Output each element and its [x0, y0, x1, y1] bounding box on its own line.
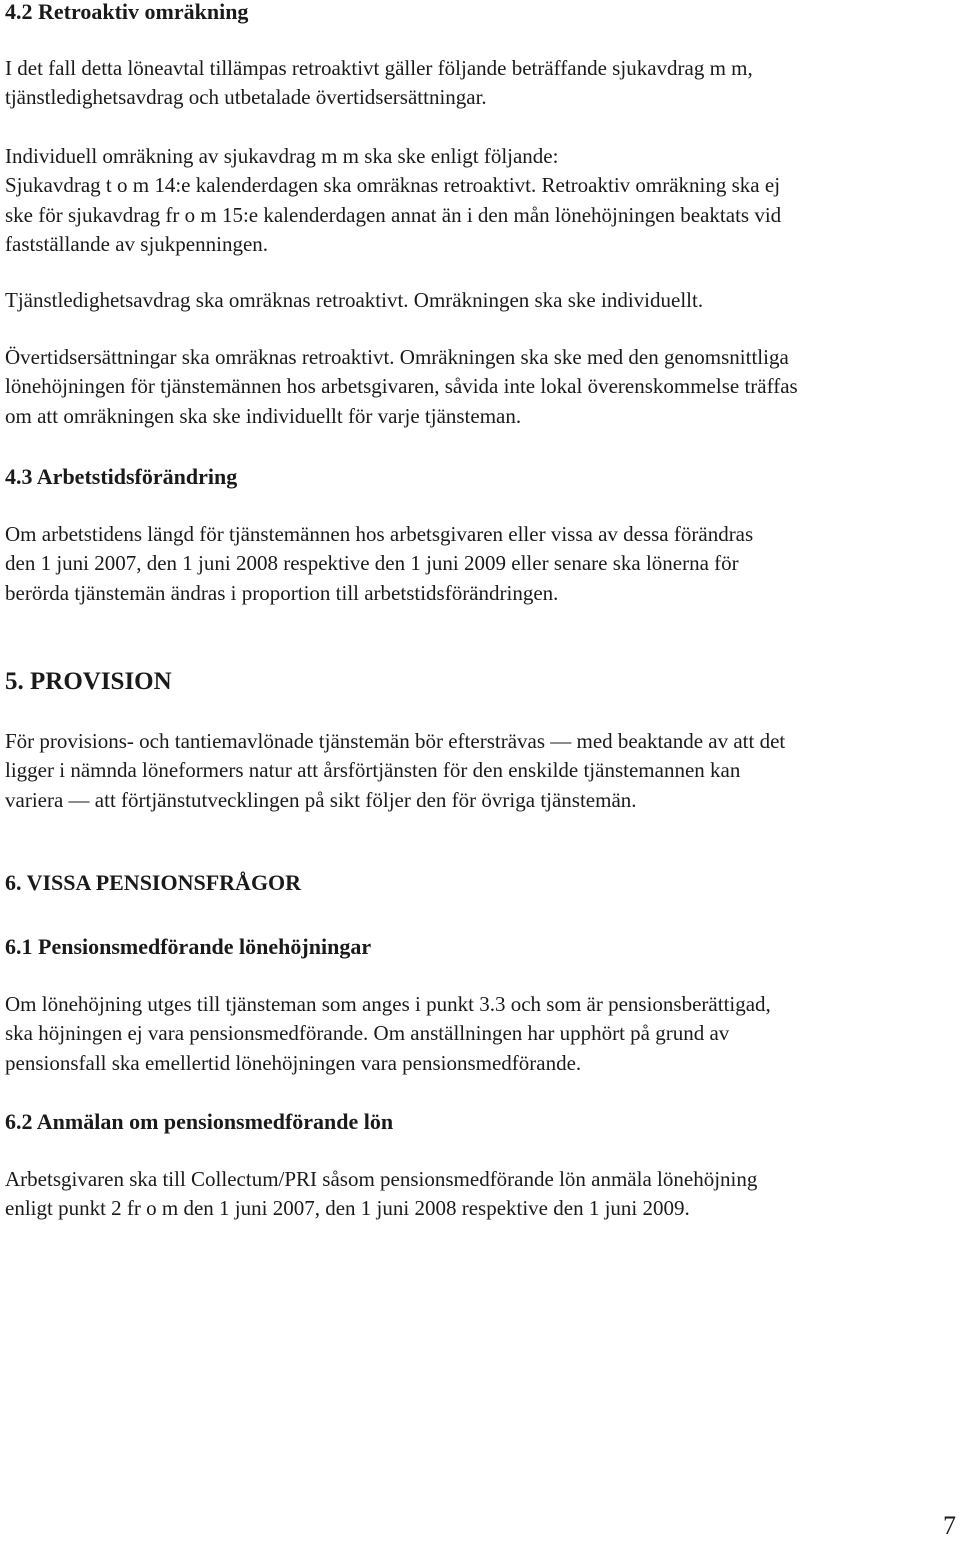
heading-5: 5. PROVISION	[5, 668, 172, 695]
paragraph-4-3	[5, 520, 960, 608]
text-line: Individuell omräkning av sjukavdrag m m ska ske enligt följande:	[5, 144, 559, 168]
text-line: Arbetsgivaren ska till Collectum/PRI såsom pensionsmedförande lön anmäla lönehöjning	[5, 1167, 758, 1191]
text-line: lönehöjningen för tjänstemännen hos arbetsgivaren, såvida inte lokal överenskommelse träffas	[5, 374, 798, 399]
heading-6-1: 6.1 Pensionsmedförande lönehöjningar	[5, 934, 372, 959]
paragraph-5	[5, 727, 960, 815]
heading-6: 6. VISSA PENSIONSFRÅGOR	[5, 870, 302, 895]
text-line: variera — att förtjänstutvecklingen på sikt följer den för övriga tjänstemän.	[5, 787, 637, 812]
heading-6-2: 6.2 Anmälan om pensionsmedförande lön	[5, 1109, 394, 1134]
paragraph-4-2-sjukavdrag	[5, 142, 960, 259]
text-line: berörda tjänstemän ändras i proportion till arbetstidsförändringen.	[5, 580, 559, 605]
text-line: ske för sjukavdrag fr o m 15:e kalenderdagen annat än i den mån lönehöjningen beaktats vid	[5, 202, 782, 227]
text-line: fastställande av sjukpenningen.	[5, 231, 269, 256]
text-line: För provisions- och tantiemavlönade tjänstemän bör eftersträvas — med beaktande av att det	[5, 729, 786, 753]
text-line: om att omräkningen ska ske individuellt för varje tjänsteman.	[5, 403, 522, 428]
text-line: Tjänstledighetsavdrag ska omräknas retroaktivt. Omräkningen ska ske individuellt.	[5, 288, 704, 312]
text-line: pensionsfall ska emellertid lönehöjningen vara pensionsmedförande.	[5, 1050, 582, 1075]
paragraph-4-2-overtid	[5, 343, 960, 431]
page-number: 7	[943, 1511, 956, 1540]
text-line: enligt punkt 2 fr o m den 1 juni 2007, den 1 juni 2008 respektive den 1 juni 2009.	[5, 1196, 690, 1221]
text-line: tjänstledighetsavdrag och utbetalade övertidsersättningar.	[5, 85, 487, 110]
text-line: Om lönehöjning utges till tjänsteman som anges i punkt 3.3 och som är pensionsberättigad,	[5, 992, 771, 1016]
paragraph-6-2	[5, 1165, 960, 1224]
heading-4-2: 4.2 Retroaktiv omräkning	[5, 0, 249, 24]
paragraph-4-2-tjanstledighet	[5, 286, 960, 315]
text-line: Om arbetstidens längd för tjänstemännen hos arbetsgivaren eller vissa av dessa förändras	[5, 522, 754, 546]
paragraph-6-1	[5, 990, 960, 1078]
text-line: I det fall detta löneavtal tillämpas retroaktivt gäller följande beträffande sjukavdrag m m,	[5, 56, 753, 80]
text-line: Övertidsersättningar ska omräknas retroaktivt. Omräkningen ska ske med den genomsnittliga	[5, 345, 789, 369]
text-line: den 1 juni 2007, den 1 juni 2008 respektive den 1 juni 2009 eller senare ska lönerna för	[5, 551, 739, 576]
text-line: ska höjningen ej vara pensionsmedförande. Om anställningen har upphört på grund av	[5, 1021, 730, 1046]
paragraph-4-2-intro	[5, 54, 960, 113]
text-line: ligger i nämnda löneformers natur att årsförtjänsten för den enskilde tjänstemannen kan	[5, 758, 741, 783]
heading-4-3: 4.3 Arbetstidsförändring	[5, 464, 238, 489]
text-line: Sjukavdrag t o m 14:e kalenderdagen ska omräknas retroaktivt. Retroaktiv omräkning ska ej	[5, 173, 781, 198]
